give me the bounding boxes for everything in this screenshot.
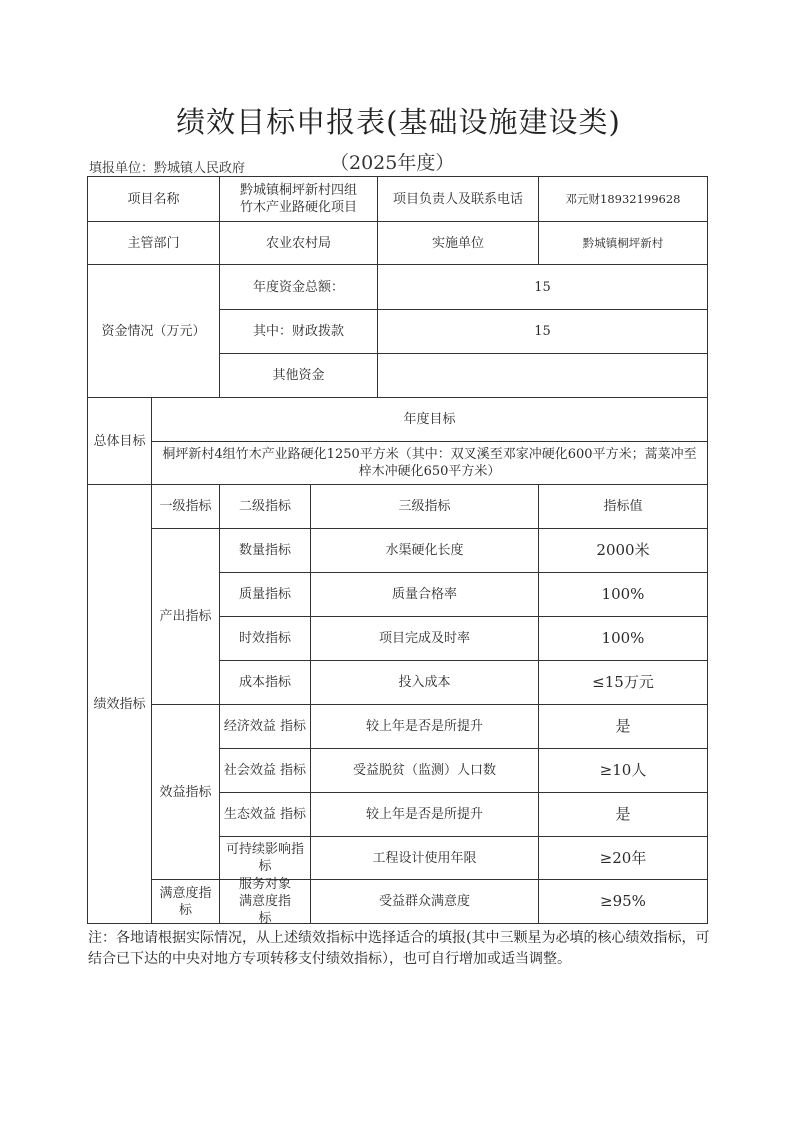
performance-label: 绩效指标 <box>87 484 152 924</box>
dept-label: 主管部门 <box>87 221 220 265</box>
level3-cell: 受益群众满意度 <box>310 879 539 924</box>
header-level3: 三级指标 <box>310 484 539 529</box>
level3-cell: 较上年是否是所提升 <box>310 792 539 837</box>
level2-cell: 成本指标 <box>219 660 311 705</box>
level3-cell: 投入成本 <box>310 660 539 705</box>
header-value: 指标值 <box>538 484 708 529</box>
project-name-value: 黔城镇桐坪新村四组竹木产业路硬化项目 <box>219 176 378 222</box>
funds-label: 资金情况（万元） <box>87 264 220 398</box>
value-cell: ≤15万元 <box>538 660 708 705</box>
annual-goal-text: 桐坪新村4组竹木产业路硬化1250平方米（其中：双叉溪至邓家冲硬化600平方米；蒿菜冲至梓木冲硬化650平方米） <box>151 441 708 485</box>
value-cell: 2000米 <box>538 528 708 573</box>
value-cell: ≥95% <box>538 879 708 924</box>
value-cell: 是 <box>538 704 708 749</box>
annual-goal-header: 年度目标 <box>151 397 708 442</box>
header-level2: 二级指标 <box>219 484 311 529</box>
reporting-unit: 填报单位：黔城镇人民政府 <box>89 161 246 176</box>
level2-cell: 可持续影响指标 <box>219 836 311 880</box>
funds-total-value: 15 <box>377 264 708 310</box>
value-cell: 100% <box>538 572 708 617</box>
impl-label: 实施单位 <box>377 221 539 265</box>
level3-cell: 较上年是否是所提升 <box>310 704 539 749</box>
dept-value: 农业农村局 <box>219 221 378 265</box>
level3-cell: 质量合格率 <box>310 572 539 617</box>
level1-benefit: 效益指标 <box>151 704 220 880</box>
level2-cell: 社会效益 指标 <box>219 748 311 793</box>
project-manager-value: 邓元财18932199628 <box>538 176 708 222</box>
level2-cell: 质量指标 <box>219 572 311 617</box>
level1-output: 产出指标 <box>151 528 220 705</box>
impl-value: 黔城镇桐坪新村 <box>538 221 708 265</box>
value-cell: ≥20年 <box>538 836 708 880</box>
document-title: 绩效目标申报表(基础设施建设类) <box>176 105 621 139</box>
funds-other-label: 其他资金 <box>219 353 378 398</box>
value-cell: 100% <box>538 616 708 661</box>
level3-cell: 水渠硬化长度 <box>310 528 539 573</box>
funds-fiscal-label: 其中：财政拨款 <box>219 309 378 354</box>
level2-cell: 数量指标 <box>219 528 311 573</box>
level3-cell: 项目完成及时率 <box>310 616 539 661</box>
value-cell: 是 <box>538 792 708 837</box>
level3-cell: 受益脱贫（监测）人口数 <box>310 748 539 793</box>
level2-cell: 经济效益 指标 <box>219 704 311 749</box>
report-year: （2025年度） <box>330 152 455 174</box>
level2-cell: 时效指标 <box>219 616 311 661</box>
funds-fiscal-value: 15 <box>377 309 708 354</box>
overall-goal-label: 总体目标 <box>87 397 152 485</box>
funds-total-label: 年度资金总额： <box>219 264 378 310</box>
level1-satisfaction: 满意度指标 <box>151 879 220 924</box>
funds-other-value <box>377 353 708 398</box>
level3-cell: 工程设计使用年限 <box>310 836 539 880</box>
footnote: 注：各地请根据实际情况，从上述绩效指标中选择适合的填报(其中三颗星为必填的核心绩效指标，可结合已下达的中央对地方专项转移支付绩效指标），也可自行增加或适当调整。 <box>88 930 710 967</box>
project-manager-label: 项目负责人及联系电话 <box>377 176 539 222</box>
level2-cell: 服务对象满意度指标 <box>219 879 311 924</box>
value-cell: ≥10人 <box>538 748 708 793</box>
project-name-label: 项目名称 <box>87 176 220 222</box>
header-level1: 一级指标 <box>151 484 220 529</box>
level2-cell: 生态效益 指标 <box>219 792 311 837</box>
